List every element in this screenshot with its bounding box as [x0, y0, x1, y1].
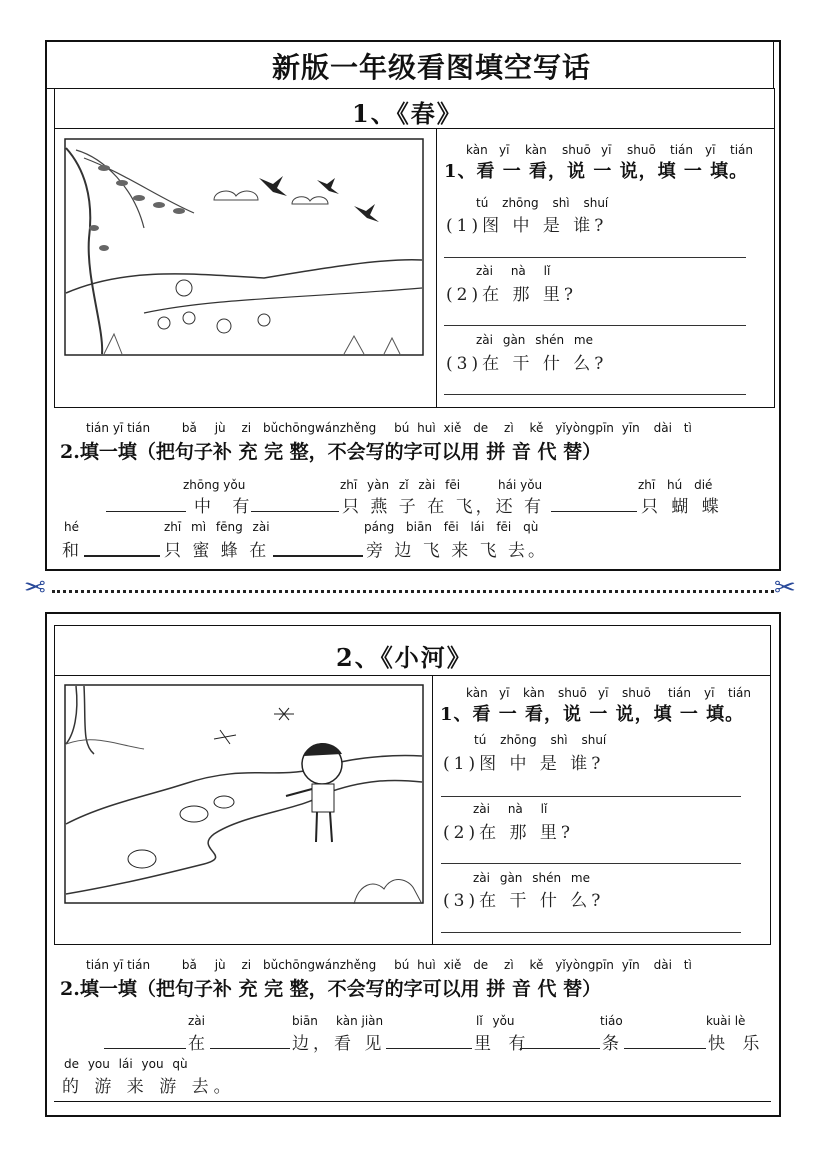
l2-item1-answer-line[interactable]	[441, 796, 741, 797]
lesson2-col-divider	[432, 675, 433, 945]
l1-q1-heading: 1、看 一 看，说 一 说，填 一 填。	[444, 161, 749, 182]
l1-line1-seg3: 只 蝴 蝶	[641, 497, 723, 517]
cut-line	[52, 590, 774, 593]
l1-item1-question: (1)图 中 是 谁?	[446, 216, 608, 236]
l2-item1-pinyin: tú zhōng shì shuí	[474, 733, 607, 747]
l2-blank-2[interactable]	[210, 1048, 290, 1049]
l1-item3-question: (3)在 干 什 么?	[446, 354, 608, 374]
l1-blank-2[interactable]	[251, 511, 339, 512]
l1-blank-3[interactable]	[551, 511, 637, 512]
lesson1-col-divider	[436, 128, 437, 408]
l2-q2-heading: 2.填一填（把句子补 充 完 整，不会写的字可以用 拼 音 代 替）	[60, 978, 602, 1000]
l1-item1-answer-line[interactable]	[444, 257, 746, 258]
l2-item1-question: (1)图 中 是 谁?	[443, 754, 605, 774]
spring-scene-illustration	[64, 138, 424, 356]
l2-line2-seg1: 的 游 来 游 去。	[62, 1077, 236, 1097]
l1-line1-seg2: 只 燕 子 在 飞，还 有	[342, 497, 545, 517]
river-scene-illustration	[64, 684, 424, 904]
l2-line1-seg3: 里 有	[474, 1034, 532, 1054]
l1-item2-pinyin: zài nà lǐ	[476, 264, 551, 278]
l2-line1-seg4: 条	[602, 1034, 623, 1054]
l2-item2-pinyin: zài nà lǐ	[473, 802, 548, 816]
l1-item1-pinyin: tú zhōng shì shuí	[476, 196, 609, 210]
l1-item3-pinyin: zài gàn shén me	[476, 333, 593, 347]
l2-item2-answer-line[interactable]	[441, 863, 741, 864]
l2-item2-question: (2)在 那 里?	[443, 823, 575, 843]
l1-item2-question: (2)在 那 里?	[446, 285, 578, 305]
l1-blank-4[interactable]	[84, 555, 160, 557]
l1-item3-answer-line[interactable]	[444, 394, 746, 395]
l2-blank-4[interactable]	[520, 1048, 600, 1049]
l1-line2-seg3: 旁 边 飞 来 飞 去。	[366, 541, 549, 561]
l2-item3-question: (3)在 干 什 么?	[443, 891, 605, 911]
l2-line1-seg2: 边，看 见	[292, 1034, 386, 1054]
lesson1-title: 1、《春》	[352, 99, 463, 128]
l2-item3-pinyin: zài gàn shén me	[473, 871, 590, 885]
l2-blank-5[interactable]	[624, 1048, 706, 1049]
l2-q1-heading: 1、看 一 看，说 一 说，填 一 填。	[440, 704, 745, 725]
l1-q2-heading: 2.填一填（把句子补 充 完 整，不会写的字可以用 拼 音 代 替）	[60, 441, 602, 463]
l2-blank-3[interactable]	[386, 1048, 472, 1049]
lesson2-bottom-rule	[54, 1101, 771, 1102]
scissors-right-icon: ✂	[774, 573, 796, 603]
title-right-rule	[773, 40, 774, 88]
l2-line2-pinyin: de you lái you qù	[64, 1057, 188, 1071]
l1-q2-pinyin: tián yī tián bǎ jù zi bǔchōngwánzhěng bú huì xiě de zì kě yǐyòngpīn yīn dài tì	[86, 421, 692, 435]
l1-line2-seg2: 只 蜜 蜂 在	[164, 541, 270, 561]
page-title: 新版一年级看图填空写话	[272, 51, 592, 84]
l2-q2-pinyin: tián yī tián bǎ jù zi bǔchōngwánzhěng bú huì xiě de zì kě yǐyòngpīn yīn dài tì	[86, 958, 692, 972]
l1-blank-5[interactable]	[273, 555, 363, 557]
l2-blank-1[interactable]	[104, 1048, 186, 1049]
l2-line1-seg1: 在	[188, 1034, 209, 1054]
l1-blank-1[interactable]	[106, 511, 186, 512]
l1-line1-seg1: 中 有	[194, 497, 258, 517]
lesson2-title: 2、《小河》	[336, 643, 473, 672]
lesson2-title-divider	[54, 675, 771, 676]
l2-item3-answer-line[interactable]	[441, 932, 741, 933]
l2-line1-seg5: 快 乐	[708, 1034, 766, 1054]
l1-line2-seg1: 和	[62, 541, 83, 561]
l1-item2-answer-line[interactable]	[444, 325, 746, 326]
scissors-left-icon: ✂	[24, 573, 46, 603]
